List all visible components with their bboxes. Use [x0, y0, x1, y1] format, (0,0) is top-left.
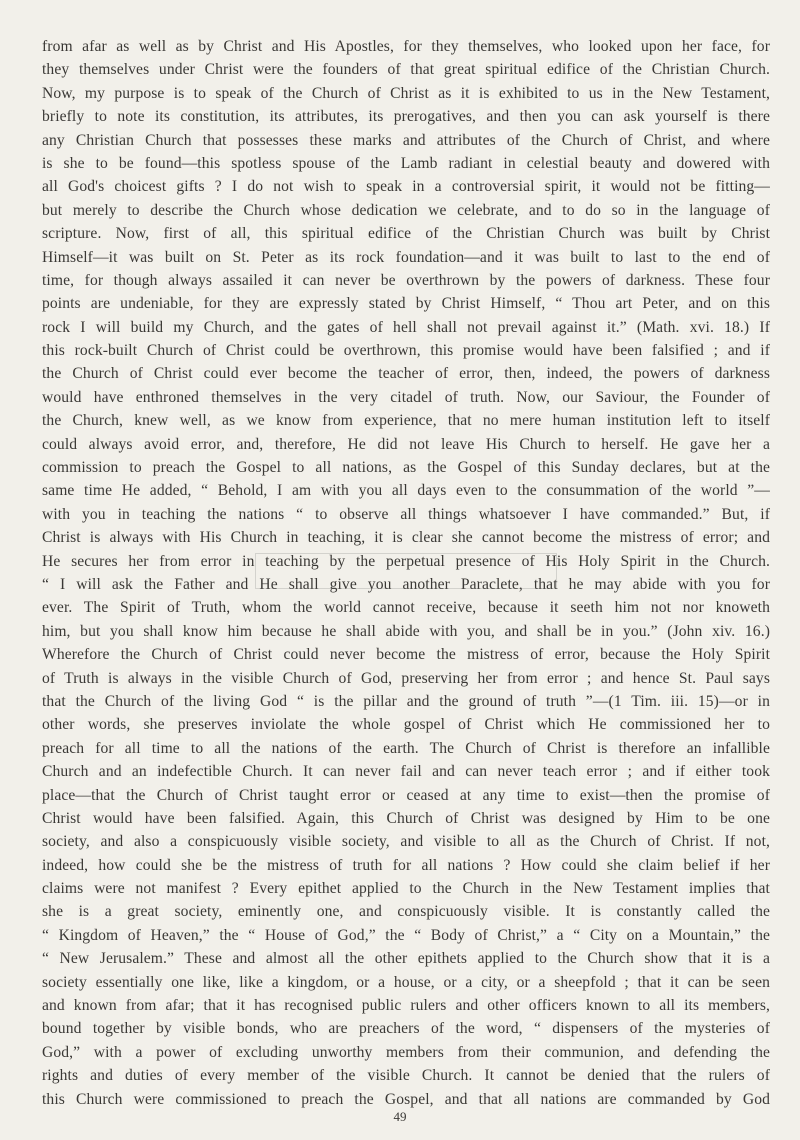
text-line: society, and also a conspicuously visible society, and visible to all as the Church of Christ. If not,: [42, 833, 770, 851]
page-number: 49: [393, 1109, 407, 1124]
text-line: scripture. Now, first of all, this spiritual edifice of the Christian Church was built by Christ: [42, 225, 770, 243]
body-text: [42, 35, 770, 1111]
text-line: from afar as well as by Christ and His Apostles, for they themselves, who looked upon her face, for: [42, 38, 770, 55]
text-line: all God's choicest gifts ? I do not wish to speak in a controversial spirit, it would not be fitting—: [42, 178, 770, 196]
text-line: Christ is always with His Church in teaching, it is clear she cannot become the mistress of error; and: [42, 529, 770, 547]
text-line: society essentially one like, like a kingdom, or a house, or a city, or a sheepfold ; that it can be seen: [42, 973, 770, 991]
text-line: is she to be found—this spotless spouse of the Lamb radiant in celestial beauty and dowered with: [42, 154, 770, 172]
text-line: she is a great society, eminently one, and conspicuously visible. It is constantly called the: [42, 903, 770, 921]
text-line: He secures her from error in teaching by the perpetual presence of His Holy Spirit in the Church.: [42, 552, 770, 570]
text-line: Church and an indefectible Church. It can never fail and can never teach error ; and if either took: [42, 763, 770, 781]
text-line: “ New Jerusalem.” These and almost all the other epithets applied to the Church show that it is a: [42, 950, 770, 968]
text-line: Christ would have been falsified. Again, this Church of Christ was designed by Him to be one: [42, 809, 770, 827]
text-line: Wherefore the Church of Christ could never become the mistress of error, because the Holy Spirit: [42, 646, 770, 664]
text-line: preach for all time to all the nations of the earth. The Church of Christ is therefore an infallible: [42, 739, 770, 757]
text-line: the Church, knew well, as we know from experience, that no mere human institution left to itself: [42, 412, 770, 430]
text-line: rights and duties of every member of the visible Church. It cannot be denied that the rulers of: [42, 1067, 770, 1085]
text-line: indeed, how could she be the mistress of truth for all nations ? How could she claim belief if her: [42, 856, 770, 874]
text-line: that the Church of the living God “ is the pillar and the ground of truth ”—(1 Tim. iii. 15)—or in: [42, 692, 770, 710]
text-line: and known from afar; that it has recognised public rulers and other officers known to all its members,: [42, 997, 770, 1015]
text-line: claims were not manifest ? Every epithet applied to the Church in the New Testament implies that: [42, 880, 770, 898]
text-line: commission to preach the Gospel to all nations, as the Gospel of this Sunday declares, but at the: [42, 459, 770, 477]
text-line: him, but you shall know him because he shall abide with you, and shall be in you.” (John xiv. 16.): [42, 622, 770, 640]
text-line: Now, my purpose is to speak of the Church of Christ as it is exhibited to us in the New Testament,: [42, 84, 770, 102]
text-line: place—that the Church of Christ taught error or ceased at any time to exist—then the promise of: [42, 786, 770, 804]
text-line: same time He added, “ Behold, I am with you all days even to the consummation of the world ”—: [42, 482, 770, 500]
text-line: could always avoid error, and, therefore, He did not leave His Church to herself. He gave her a: [42, 435, 770, 453]
text-line: the Church of Christ could ever become the teacher of error, then, indeed, the powers of darkness: [42, 365, 770, 383]
text-line: “ I will ask the Father and He shall give you another Paraclete, that he may abide with you for: [42, 575, 770, 593]
text-line: with you in teaching the nations “ to observe all things whatsoever I have commanded.” But, if: [42, 505, 770, 523]
text-line: this Church were commissioned to preach the Gospel, and that all nations are commanded by God: [42, 1090, 770, 1108]
text-line: of Truth is always in the visible Church of God, preserving her from error ; and hence St. Paul says: [42, 669, 770, 687]
text-line: rock I will build my Church, and the gates of hell shall not prevail against it.” (Math. xvi. 18.) If: [42, 318, 770, 336]
text-line: but merely to describe the Church whose dedication we celebrate, and to do so in the language of: [42, 201, 770, 219]
text-line: bound together by visible bonds, who are preachers of the word, “ dispensers of the mysteries of: [42, 1020, 770, 1038]
text-line: “ Kingdom of Heaven,” the “ House of God,” the “ Body of Christ,” a “ City on a Mountain,” the: [42, 926, 770, 944]
text-line: they themselves under Christ were the founders of that great spiritual edifice of the Christian Church.: [42, 61, 770, 79]
text-line: Himself—it was built on St. Peter as its rock foundation—and it was built to last to the end of: [42, 248, 770, 266]
text-line: would have enthroned themselves in the very citadel of truth. Now, our Saviour, the Founder of: [42, 388, 770, 406]
text-line: God,” with a power of excluding unworthy members from their communion, and defending the: [42, 1043, 770, 1061]
text-line: other words, she preserves inviolate the whole gospel of Christ which He commissioned her to: [42, 716, 770, 734]
text-line: time, for though always assailed it can never be overthrown by the powers of darkness. These four: [42, 271, 770, 289]
text-line: points are undeniable, for they are expressly stated by Christ Himself, “ Thou art Peter, and on this: [42, 295, 770, 313]
text-line: ever. The Spirit of Truth, whom the world cannot receive, because it seeth him not nor knoweth: [42, 599, 770, 617]
text-line: this rock-built Church of Christ could be overthrown, this promise would have been falsified ; and if: [42, 342, 770, 360]
text-line: any Christian Church that possesses these marks and attributes of the Church of Christ, and where: [42, 131, 770, 149]
text-line: briefly to note its constitution, its attributes, its prerogatives, and then you can ask yourself is there: [42, 108, 770, 126]
